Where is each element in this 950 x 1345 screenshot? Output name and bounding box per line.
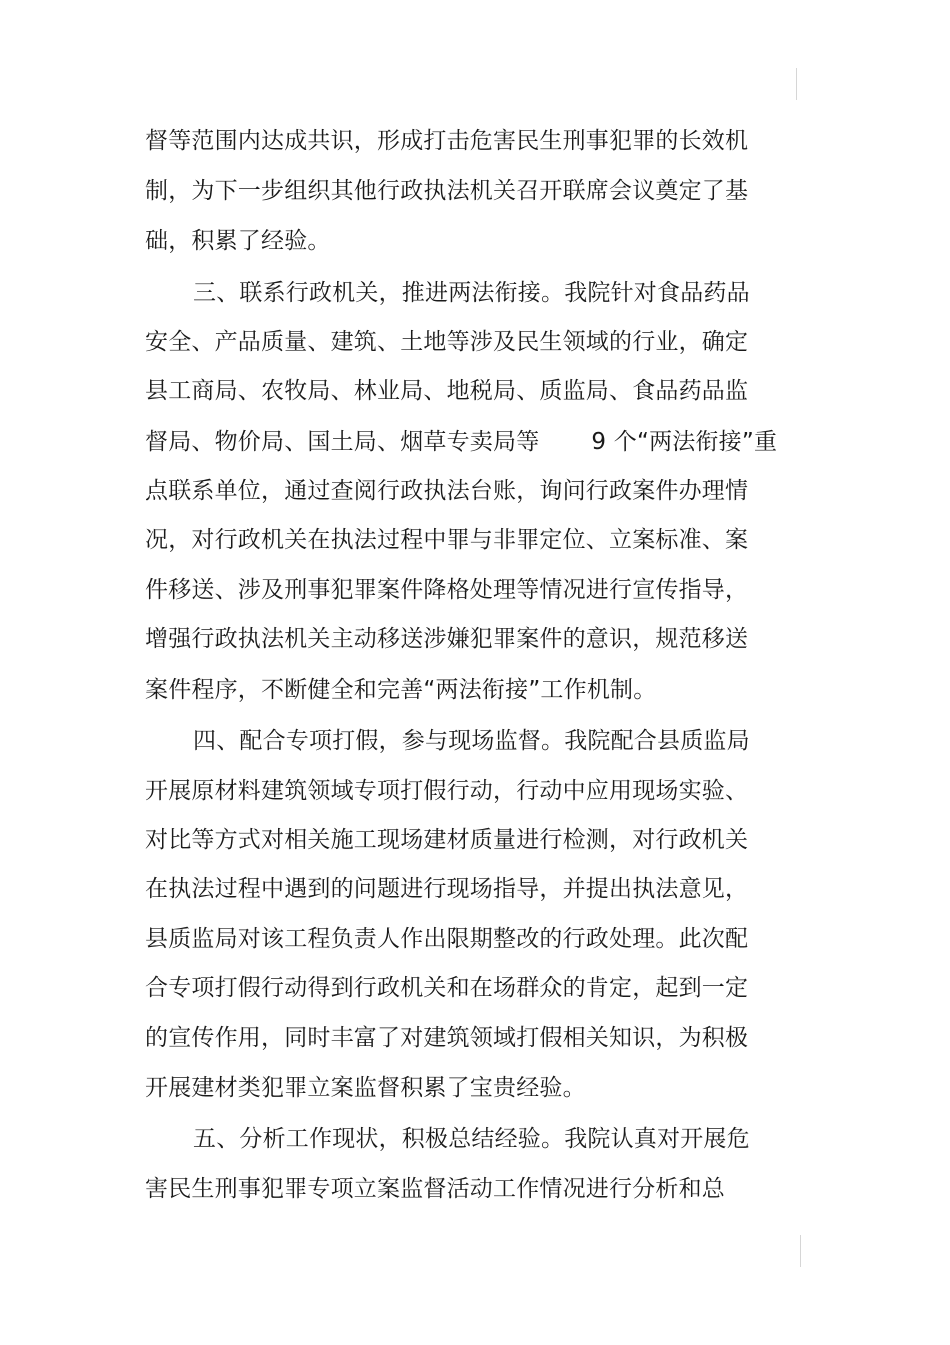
text-line-11: 增强行政执法机关主动移送涉嫌犯罪案件的意识，规范移送: [145, 626, 749, 652]
text-line-18: 合专项打假行动得到行政机关和在场群众的肯定，起到一定: [145, 975, 749, 1001]
page-edge-mark-top: [796, 68, 797, 100]
text-line-5: 安全、产品质量、建筑、土地等涉及民生领域的行业，确定: [145, 329, 749, 355]
text-line-19: 的宣传作用，同时丰富了对建筑领域打假相关知识，为积极: [145, 1025, 749, 1051]
text-line-12: 案件程序，不断健全和完善“两法衔接”工作机制。: [145, 677, 657, 703]
text-line-20: 开展建材类犯罪立案监督积累了宝贵经验。: [145, 1075, 586, 1101]
text-line-17: 县质监局对该工程负责人作出限期整改的行政处理。此次配: [145, 926, 749, 952]
text-line-10: 件移送、涉及刑事犯罪案件降格处理等情况进行宣传指导，: [145, 577, 749, 603]
text-line-2: 制，为下一步组织其他行政执法机关召开联席会议奠定了基: [145, 178, 749, 204]
section-4-heading-line: 四、配合专项打假，参与现场监督。我院配合县质监局: [193, 728, 750, 754]
text-line-8: 点联系单位，通过查阅行政执法台账，询问行政案件办理情: [145, 478, 749, 504]
text-line-7-part-b: 9 个“两法衔接”重: [591, 429, 778, 455]
section-3-heading-line: 三、联系行政机关，推进两法衔接。我院针对食品药品: [193, 280, 750, 306]
text-line-1: 督等范围内达成共识，形成打击危害民生刑事犯罪的长效机: [145, 128, 749, 154]
text-line-15: 对比等方式对相关施工现场建材质量进行检测，对行政机关: [145, 827, 749, 853]
text-line-14: 开展原材料建筑领域专项打假行动，行动中应用现场实验、: [145, 778, 749, 804]
text-line-16: 在执法过程中遇到的问题进行现场指导，并提出执法意见，: [145, 876, 749, 902]
section-5-heading-line: 五、分析工作现状，积极总结经验。我院认真对开展危: [193, 1126, 750, 1152]
text-line-7: [145, 427, 777, 457]
text-line-6: 县工商局、农牧局、林业局、地税局、质监局、食品药品监: [145, 378, 749, 404]
text-line-7-part-a: 督局、物价局、国土局、烟草专卖局等: [145, 429, 540, 455]
text-line-3: 础，积累了经验。: [145, 228, 331, 254]
text-line-22: 害民生刑事犯罪专项立案监督活动工作情况进行分析和总: [145, 1176, 725, 1202]
text-line-9: 况，对行政机关在执法过程中罪与非罪定位、立案标准、案: [145, 527, 749, 553]
page-edge-mark-bottom: [800, 1235, 801, 1267]
